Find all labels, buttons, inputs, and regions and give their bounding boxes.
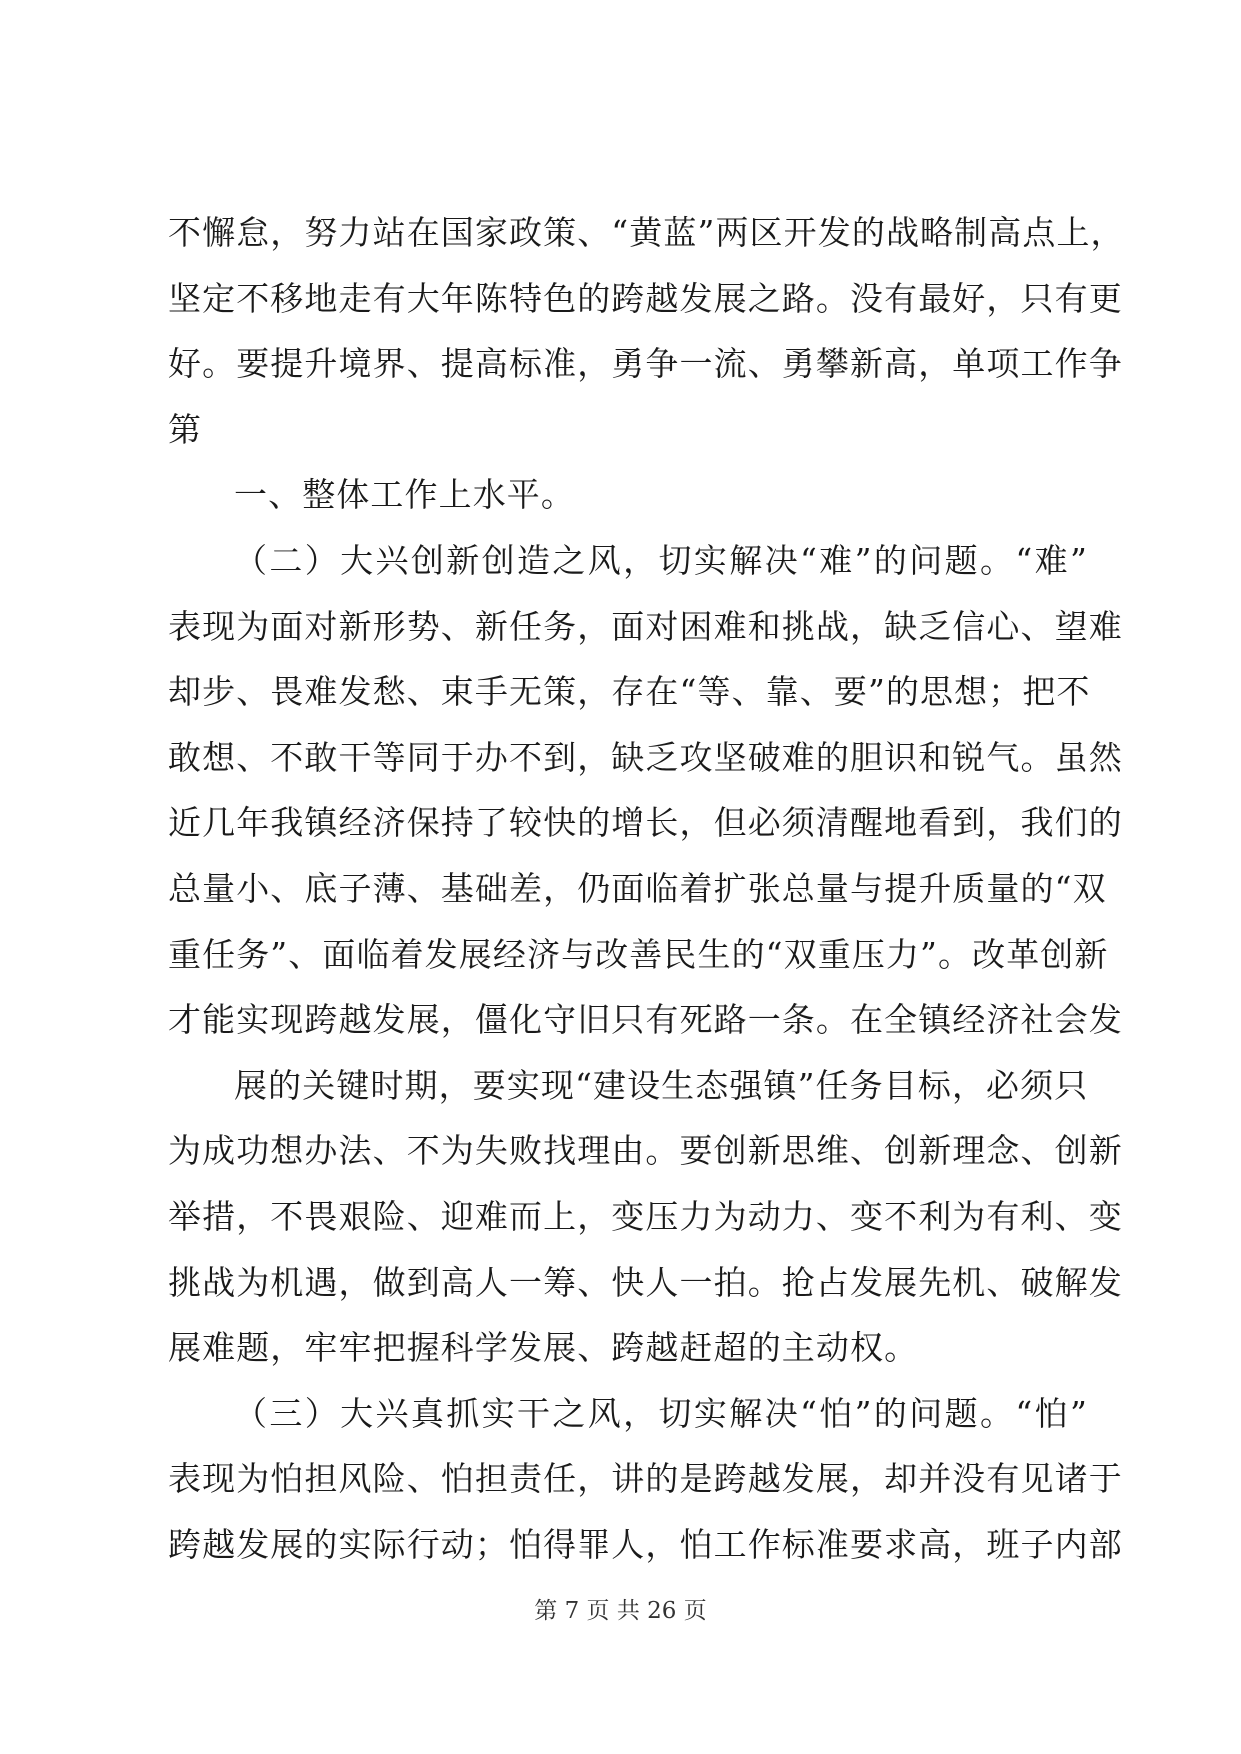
- text-line: 挑战为机遇，做到高人一筹、快人一拍。抢占发展先机、破解发: [168, 1262, 1123, 1302]
- text-line: 好。要提升境界、提高标准，勇争一流、勇攀新高，单项工作争: [168, 344, 1123, 384]
- text-line: 跨越发展的实际行动；怕得罪人，怕工作标准要求高，班子内部: [168, 1524, 1123, 1564]
- text-line: 重任务”、面临着发展经济与改善民生的“双重压力”。改革创新: [168, 934, 1109, 974]
- text-line: 表现为怕担风险、怕担责任，讲的是跨越发展，却并没有见诸于: [168, 1459, 1123, 1499]
- text-line: （三）大兴真抓实干之风，切实解决“怕”的问题。“怕”: [234, 1393, 1088, 1433]
- document-body: [168, 200, 1125, 1577]
- text-line: 不懈怠，努力站在国家政策、“黄蓝”两区开发的战略制高点上，: [168, 213, 1125, 252]
- text-line: 才能实现跨越发展，僵化守旧只有死路一条。在全镇经济社会发: [168, 1000, 1123, 1040]
- text-line: 为成功想办法、不为失败找理由。要创新思维、创新理念、创新: [168, 1131, 1123, 1171]
- text-line: 展难题，牢牢把握科学发展、跨越赶超的主动权。: [168, 1328, 919, 1368]
- text-line: 敢想、不敢干等同于办不到，缺乏攻坚破难的胆识和锐气。虽然: [168, 737, 1123, 777]
- text-line: 总量小、底子薄、基础差，仍面临着扩张总量与提升质量的“双: [168, 868, 1107, 908]
- text-line: 却步、畏难发愁、束手无策，存在“等、靠、要”的思想；把不: [168, 672, 1091, 712]
- text-line: 表现为面对新形势、新任务，面对困难和挑战，缺乏信心、望难: [168, 606, 1123, 646]
- page-footer: 第 7 页 共 26 页: [534, 1598, 707, 1624]
- text-line: （二）大兴创新创造之风，切实解决“难”的问题。“难”: [234, 540, 1088, 580]
- text-line: 一、整体工作上水平。: [234, 475, 575, 515]
- text-line: 展的关键时期，要实现“建设生态强镇”任务目标，必须只: [234, 1065, 1089, 1105]
- text-line: 近几年我镇经济保持了较快的增长，但必须清醒地看到，我们的: [168, 803, 1123, 843]
- text-line: 举措，不畏艰险、迎难而上，变压力为动力、变不利为有利、变: [168, 1196, 1123, 1236]
- text-line: 第: [168, 409, 203, 449]
- text-line: 坚定不移地走有大年陈特色的跨越发展之路。没有最好，只有更: [168, 278, 1123, 318]
